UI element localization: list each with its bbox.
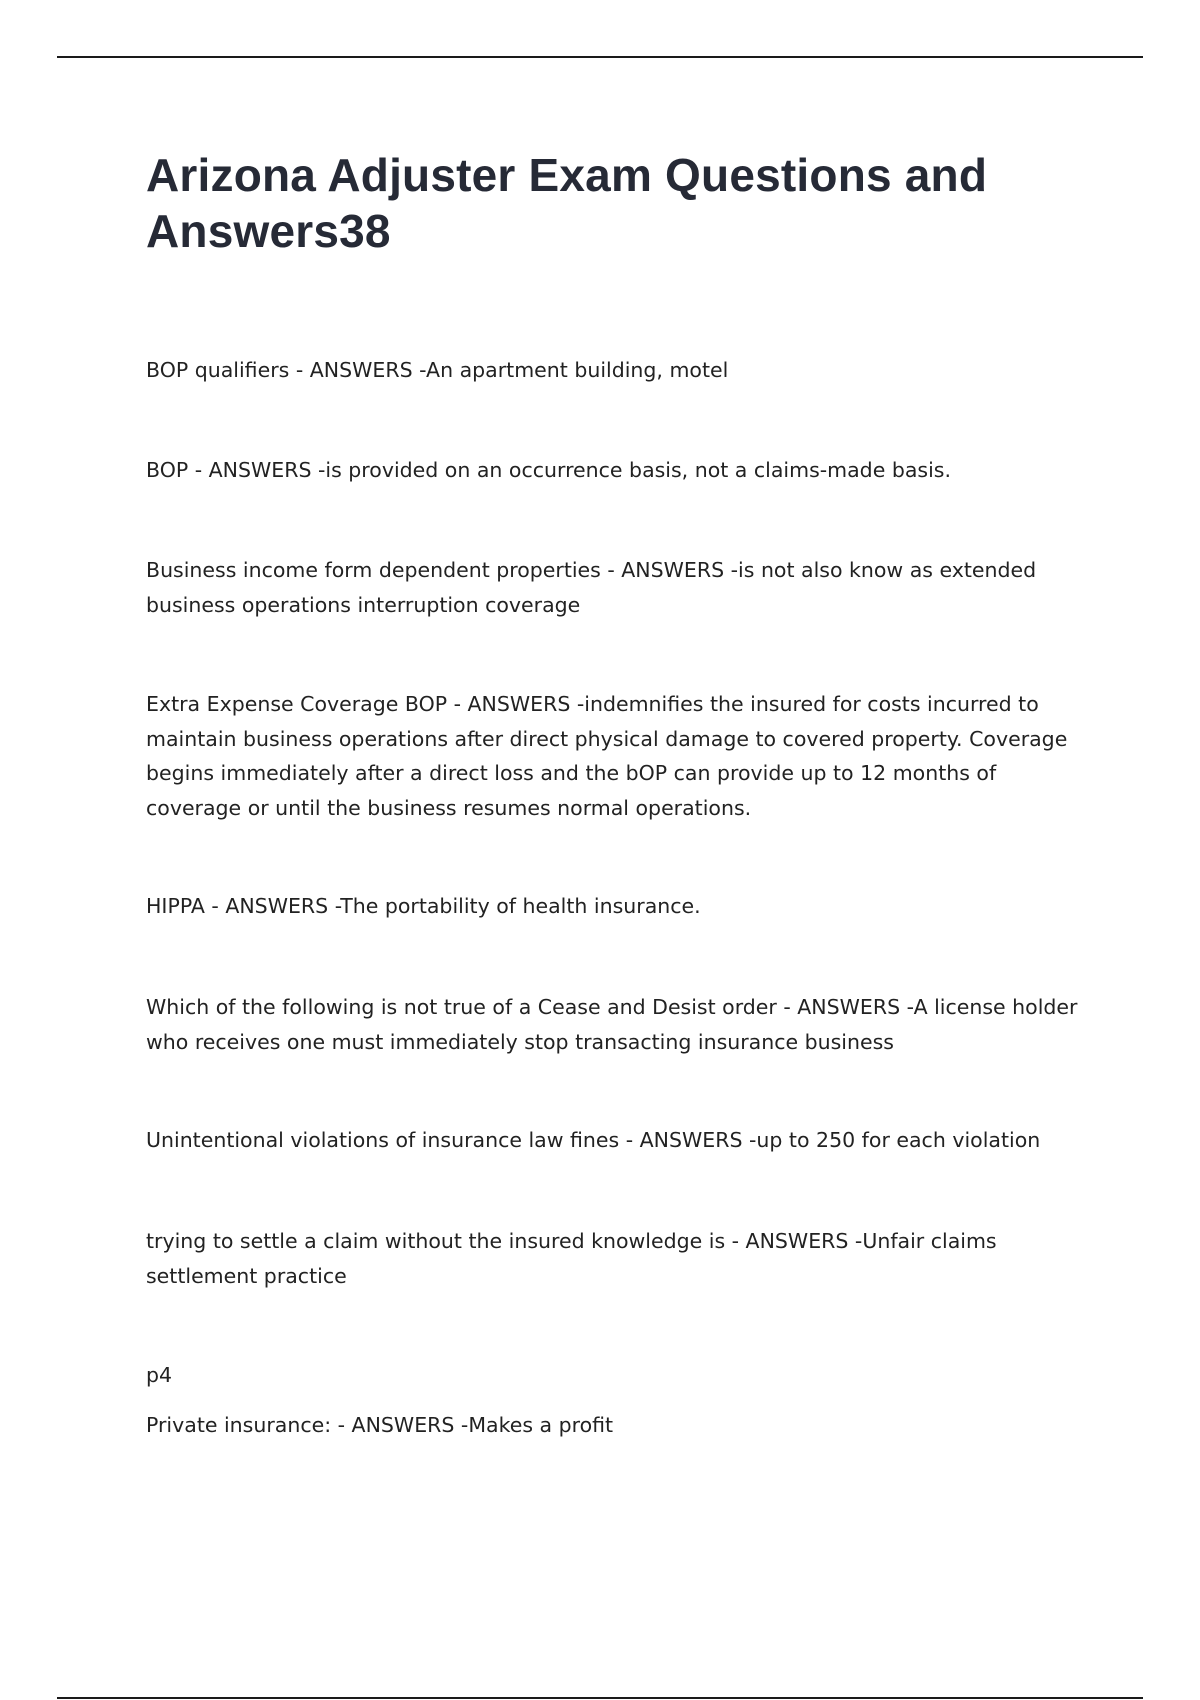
top-rule bbox=[57, 56, 1143, 58]
page-marker: p4 bbox=[146, 1363, 173, 1387]
qa-item: BOP - ANSWERS -is provided on an occurrence basis, not a claims-made basis. bbox=[146, 458, 951, 482]
document-title: Arizona Adjuster Exam Questions and Answers38 bbox=[146, 149, 988, 257]
bottom-rule bbox=[57, 1697, 1143, 1699]
qa-item: Private insurance: - ANSWERS -Makes a profit bbox=[146, 1413, 614, 1437]
qa-item: trying to settle a claim without the insured knowledge is - ANSWERS -Unfair claims settlement practice bbox=[146, 1229, 997, 1288]
qa-item: BOP qualifiers - ANSWERS -An apartment building, motel bbox=[146, 358, 729, 382]
qa-item: Business income form dependent properties - ANSWERS -is not also know as extended business operations interruption coverage bbox=[146, 558, 1037, 617]
qa-item: Unintentional violations of insurance law fines - ANSWERS -up to 250 for each violation bbox=[146, 1128, 1041, 1152]
qa-item: HIPPA - ANSWERS -The portability of health insurance. bbox=[146, 894, 701, 918]
qa-item: Extra Expense Coverage BOP - ANSWERS -indemnifies the insured for costs incurred to maintain business operations after direct physical damage to covered property. Coverage begins immediately after a direct loss and the bOP can provide up to 12 months of coverage or until the business resumes normal operations. bbox=[146, 692, 1068, 820]
qa-item: Which of the following is not true of a Cease and Desist order - ANSWERS -A license holder who receives one must immediately stop transacting insurance business bbox=[146, 995, 1078, 1054]
